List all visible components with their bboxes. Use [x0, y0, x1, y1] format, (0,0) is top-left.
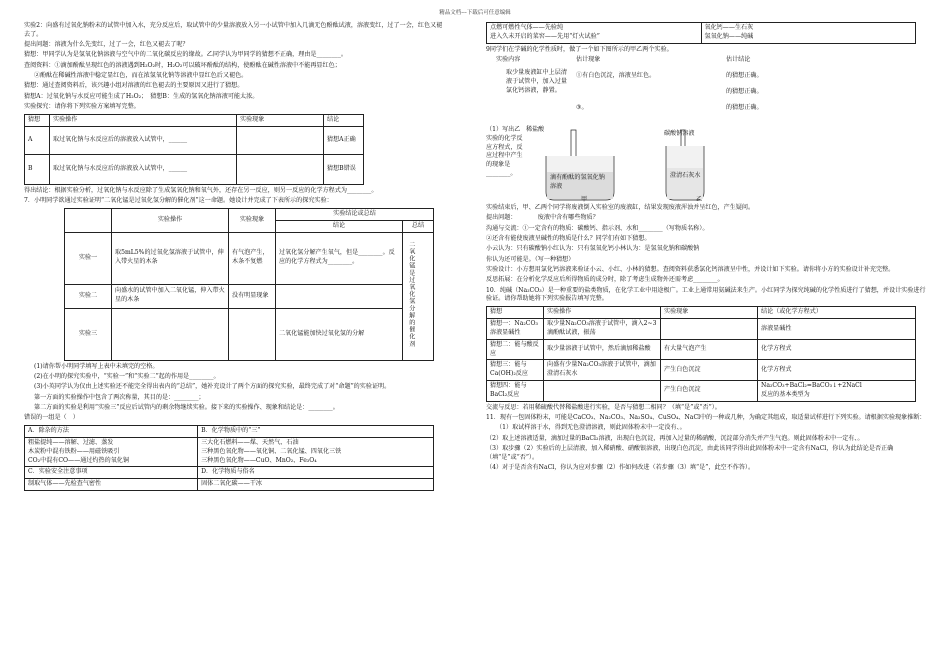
table-cell: 过氧化氢分解产生氧气，但是________。反应的化学方程式为________。 — [276, 232, 403, 284]
table-cell: 产生白色沉淀 — [661, 360, 758, 381]
table-header: 实验现象 — [237, 114, 324, 126]
table-cell: Na₂CO₃+BaCl₂=BaCO₃↓+2NaCl 反应的基本类型为 — [758, 381, 916, 402]
table-cell: 向盛水的试管中加入二氧化锰，伸入带火星的木条 — [112, 284, 229, 308]
table-header: 实验现象 — [229, 208, 276, 232]
table-cell: 猜想B错误 — [324, 154, 364, 184]
table-header: 实验现象 — [661, 307, 758, 319]
right-column — [486, 22, 926, 475]
left-column — [24, 22, 444, 493]
question: (1)请你帮小明同学填写上表中未填完的空格。 — [34, 362, 159, 370]
choice-table — [24, 425, 434, 491]
figure-label: 碳酸钠溶液 — [664, 129, 695, 137]
table-cell: 实验一 — [65, 232, 112, 284]
right-para: 交流与反思：若用稀硫酸代替稀盐酸进行实验，是否与猜想二相同？（填“是”或“否”）。 — [486, 403, 721, 411]
question: (3)小英同学认为仅由上述实验还不能完全得出表内的“总结”，她补充设计了两个方面的探究实验，最终完成了对“命题”的实验证明。 — [34, 383, 391, 391]
table-cell: 实验三 — [65, 308, 112, 360]
conclusion: 的猜想正确。 — [726, 87, 763, 95]
figure-label: 甲 — [581, 195, 588, 203]
left-para: 提出问题：溶液为什么先变红，过了一会，红色又褪去了呢？ — [24, 41, 189, 49]
op-text: 取少量废液缸中上层清液于试管中，加入过量氯化钙溶液，静置。 — [506, 68, 567, 94]
table-header: 结论（或化学方程式） — [758, 307, 916, 319]
table-header: 总结 — [403, 220, 434, 232]
sodium-carbonate-table — [486, 306, 916, 401]
table-cell — [403, 232, 434, 360]
table-cell — [229, 308, 276, 360]
table-cell — [237, 126, 324, 154]
table-cell: 制取气体——先检查气密性 — [25, 479, 198, 491]
figure-block — [486, 126, 926, 204]
table-cell: 粗盐提纯——溶解、过滤、蒸发 木炭粉中混有铁粉——用磁铁吸引 CO₂中混有CO——通过灼热的氧化铜 — [25, 437, 198, 466]
left-para: 7．小明同学欲通过实验证明“二氧化锰是过氧化氢分解的催化剂”这一命题。她设计并完成了下表所示的探究实验： — [24, 197, 333, 205]
table-cell: 化学方程式 — [758, 360, 916, 381]
table-header: 猜想 — [25, 114, 50, 126]
table-header: 实验结论或总结 — [276, 208, 434, 220]
right-para: （4）对于是否含有NaCl，你认为应对步骤（2）作如何改进（若步骤（3）填“是”，此空不作答）。 — [486, 464, 755, 472]
summary-text: 二氧化锰是过氧化氢分解的催化剂 — [407, 240, 415, 348]
table-cell: 取过氧化钠与水反应后的溶液放入试管中，______ — [50, 154, 237, 184]
table-cell — [544, 381, 661, 402]
figure-label: 稀盐酸 — [526, 125, 545, 133]
table-cell: 化学方程式 — [758, 339, 916, 360]
right-para: 10．纯碱（Na₂CO₃）是一种重要的盐类物质，在化学工业中用途极广。工业上通常用氨碱法来生产。小红同学为探究纯碱的化学性质进行了猜想，并设计实验进行验证。请你帮助她将下列实验报告填写完整。 — [486, 286, 926, 303]
right-para: （3）取步骤（2）实验后的上层清液，加入稀硝酸、硝酸银溶液，出现白色沉淀，由此该同学得出此固体粉末中一定含有NaCl，你认为此结论是否正确（填“是”或“否”）。 — [486, 445, 894, 461]
table-header: A．除杂的方法 — [25, 426, 198, 438]
table-cell: 猜想一：Na₂CO₃溶液显碱性 — [487, 319, 544, 340]
table-header: C．实验安全注意事项 — [25, 467, 198, 479]
right-para: 11．现有一包固体粉末，可能是CaCO₃、Na₂CO₃、Na₂SO₄、CuSO₄、NaCl中的一种或几种，为确定其组成，取适量试样进行下列实验。请根据实验现象推断： — [486, 414, 926, 422]
phenomenon: ①有白色沉淀，溶液呈红色。 — [576, 71, 656, 79]
table-cell: 固体二氧化碳——干冰 — [198, 479, 434, 491]
table-cell — [661, 319, 758, 340]
right-para: 实验设计：小方想用氯化钙溶液来验证小云、小红、小林的猜想。查阅资料获悉氯化钙溶液呈中性，并设计如下实验。请你将小方的实验设计补充完整。 — [486, 265, 895, 273]
table-header: 实验操作 — [50, 114, 237, 126]
table-cell: 取过氧化钠与水反应后的溶液放入试管中，______ — [50, 126, 237, 154]
table-cell: 没有明显现象 — [229, 284, 276, 308]
table-header: B．化学物质中的“三” — [198, 426, 434, 438]
table-cell: 猜想三：能与Ca(OH)₂反应 — [487, 360, 544, 381]
experiment-table-1 — [24, 114, 364, 185]
figure-note: （1）写出乙实验的化学反应方程式，反应过程中产生的现象是________。 — [486, 125, 523, 178]
figure-label: 澄清石灰水 — [670, 171, 701, 179]
right-para: 沟通与交流：①一定含有的物质：碳酸钙、指示剂、水和________（写物质名称）。 — [486, 224, 709, 232]
question: 第一方面的实验操作中包含了两次称量，其目的是：________； — [34, 393, 205, 401]
experiment-figure — [526, 126, 756, 204]
right-para: ②还含有能使废液呈碱性的物质是什么？同学们有如下猜想。 — [486, 234, 651, 242]
table-header: 结论 — [324, 114, 364, 126]
col-header: 估计现象 — [576, 55, 601, 63]
left-para: 猜想A：过氧化钠与水反应可能生成了H₂O₂； 猜想B：生成的氢氧化钠溶液可能太浓。 — [24, 92, 259, 100]
table-cell: 点燃可燃性气体——先验纯 进入久未开启的菜窖——先用“灯火试验” — [487, 23, 702, 44]
table-header: 结论 — [276, 220, 403, 232]
left-para: 实验2：向盛有过氧化钠粉末的试管中加入水，充分反应后，取试管中的少量溶液放入另一小试管中加入几滴无色酚酞试液，溶液变红，过了一会，红色又褪去了。 — [24, 22, 443, 38]
question: (2)在小明的探究实验中，“实验一”和“实验二”起的作用是________。 — [34, 372, 220, 380]
table-header: 实验操作 — [112, 208, 229, 232]
table-cell: 向盛有少量Na₂CO₃溶液于试管中，滴加澄清石灰水 — [544, 360, 661, 381]
table-cell: 取5mL5%的过氧化氢溶液于试管中，伸入带火星的木条 — [112, 232, 229, 284]
left-para: ②酚酞在稀碱性溶液中稳定显红色，而在浓氢氧化钠等溶液中显红色后又褪色。 — [34, 72, 248, 80]
table-cell — [237, 154, 324, 184]
table-header: 实验操作 — [544, 307, 661, 319]
table-cell: 产生白色沉淀 — [661, 381, 758, 402]
question: 第二方面的实验是利用“实验三”反应后试管内的剩余物继续实验。接下来的实验操作、现象和结论是：________。 — [34, 403, 339, 411]
right-para: 小云认为：只有碳酸钠小红认为：只有氢氧化钙小林认为：是氢氧化钠和碳酸钠 — [486, 245, 700, 253]
table-cell: 三大化石燃料——煤、天然气、石油 三种黑色氧化物——氧化铜、二氧化锰、四氧化三铁 三种黑色氧化物——CuO、MnO₂、Fe₃O₄ — [198, 437, 434, 466]
col-header: 实验内容 — [496, 55, 521, 63]
table-cell: 猜想A正确 — [324, 126, 364, 154]
right-para: 9同学们在学碱的化学性质时，做了一个如下图所示的甲乙两个实验。 — [486, 45, 673, 53]
table-cell: 有气泡产生，木条不复燃 — [229, 232, 276, 284]
table-cell: 实验二 — [65, 284, 112, 308]
left-para: 查阅资料：①滴加酚酞呈现红色的溶液遇到H₂O₂时，H₂O₂可以破坏酚酞的结构，使酚酞在碱性溶液中不能再显红色； — [24, 61, 341, 69]
table-cell: 猜想二：能与酸反应 — [487, 339, 544, 360]
right-para: （1）取试样溶于水，得到无色澄清溶液，则此固体粉末中一定没有、。 — [496, 424, 686, 432]
left-para: 实验探究：请你将下列实验方案填写完整。 — [24, 103, 140, 111]
table-cell — [276, 284, 403, 308]
right-para: （2）取上述溶液适量，滴加过量的BaCl₂溶液，出现白色沉淀，再加入过量的稀硝酸，沉淀部分消失并产生气泡。则此固体粉末中一定有、。 — [486, 434, 864, 442]
right-para: 反思拓展：在分析化学反应后所得物质的成分时，除了考虑生成物外还需考虑________。 — [486, 276, 724, 284]
left-para: 猜想：通过查阅资料后，该兴趣小组对溶液的红色褪去的主要原因又进行了猜想。 — [24, 82, 244, 90]
table-cell: 氧化钙——生石灰 氢氧化钠——纯碱 — [701, 23, 916, 44]
prediction-block — [486, 56, 926, 126]
right-para: 提出问题： 废液中含有哪些物质？ — [486, 214, 599, 222]
left-para: 猜想：甲同学认为是氢氧化钠溶液与空气中的二氧化碳反应的缘故。乙同学认为甲同学的猜想不正确，理由是________。 — [24, 51, 347, 59]
table-cell: B — [25, 154, 50, 184]
figure-label: 乙 — [696, 195, 703, 203]
left-para: 得出结论：根据实验分析，过氧化钠与水反应除了生成氢氧化钠和氧气外，还存在另一反应，则另一反应的化学方程式为________。 — [24, 186, 378, 194]
table-header: D．化学物质与俗名 — [198, 467, 434, 479]
experiment-table-2 — [64, 208, 434, 361]
col-header: 估计结论 — [726, 55, 751, 63]
table-cell: 溶液显碱性 — [758, 319, 916, 340]
table-cell: 取少量Na₂CO₃溶液于试管中，滴入2~3滴酚酞试液，振荡 — [544, 319, 661, 340]
figure-label: 滴有酚酞的氢氧化钠溶液 — [550, 173, 605, 190]
table-cell: 有大量气泡产生 — [661, 339, 758, 360]
choice-table-cont — [486, 22, 916, 44]
table-cell — [112, 308, 229, 360]
conclusion: 的猜想正确。 — [726, 103, 763, 111]
right-para: 实验结束后，甲、乙两个同学将废液倒入实验室的废液缸，结果发现废液浑浊并呈红色，产生疑问。 — [486, 203, 755, 211]
table-cell: 取少量溶液于试管中，然后滴加稀盐酸 — [544, 339, 661, 360]
page-header: 精品文档---下载后可任意编辑 — [439, 10, 511, 16]
phenomenon: ③。 — [576, 103, 588, 111]
table-cell: A — [25, 126, 50, 154]
question: 错误的一组是（ ） — [24, 414, 79, 422]
right-para: 你认为还可能是。（写一种猜想） — [486, 255, 575, 263]
conclusion: 的猜想正确。 — [726, 71, 763, 79]
table-cell: 二氧化锰能加快过氧化氢的分解 — [276, 308, 403, 360]
table-header: 猜想 — [487, 307, 544, 319]
table-cell: 猜想四：能与BaCl₂反应 — [487, 381, 544, 402]
